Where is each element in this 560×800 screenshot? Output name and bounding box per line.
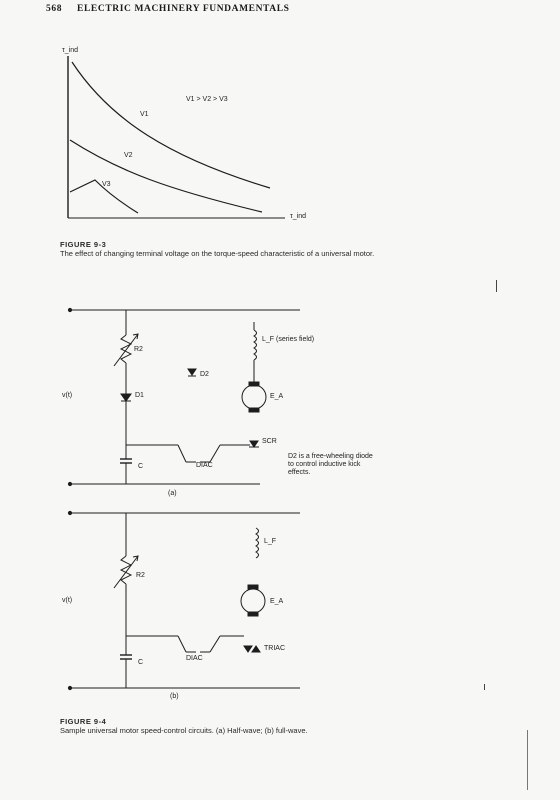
y-axis-label: τ_ind — [62, 47, 78, 54]
series-field-a — [254, 330, 257, 360]
source-label-a: v(t) — [62, 392, 73, 399]
figure-9-3-number: FIGURE 9-3 — [60, 240, 107, 249]
running-head-title: ELECTRIC MACHINERY FUNDAMENTALS — [77, 4, 290, 14]
triac-symbol — [244, 646, 252, 652]
freewheel-diode-d2 — [188, 369, 196, 375]
curve-label-v3: V3 — [102, 181, 111, 188]
armature-label-a: E_A — [270, 393, 284, 400]
figure-9-4-caption — [60, 717, 480, 735]
scan-dot — [484, 684, 485, 690]
figure-9-3-caption — [60, 240, 480, 258]
variable-resistor-b — [121, 556, 131, 584]
freewheel-note: D2 is a free-wheeling diode to control inductive kick effects. — [288, 453, 373, 476]
diode-label-d2: D2 — [200, 371, 209, 378]
series-field-label-b: L_F — [264, 538, 277, 545]
speed-control-circuits — [0, 290, 560, 730]
subfig-label-b: (b) — [170, 693, 179, 700]
armature-a — [242, 385, 266, 409]
figure-9-3-text: The effect of changing terminal voltage on the torque-speed characteristic of a universal motor. — [60, 249, 375, 258]
torque-speed-figure — [0, 0, 560, 240]
subfig-label-a: (a) — [168, 490, 177, 497]
thyristor-label: SCR — [262, 438, 277, 445]
series-field-b — [256, 528, 259, 558]
figure-9-4-text: Sample universal motor speed-control circuits. (a) Half-wave; (b) full-wave. — [60, 726, 308, 735]
resistor-label-a: R2 — [134, 346, 143, 353]
curve-label-v2: V2 — [124, 152, 133, 159]
page-number: 568 — [46, 4, 63, 14]
capacitor-label-a: C — [138, 463, 144, 470]
diac-label-a: DIAC — [196, 462, 213, 469]
series-field-label-a: L_F (series field) — [262, 336, 315, 343]
armature-b — [241, 589, 265, 613]
x-axis-label: τ_ind — [290, 213, 306, 220]
scr-symbol — [250, 441, 258, 447]
diode-label-d1: D1 — [135, 392, 144, 399]
variable-resistor-a — [121, 335, 131, 363]
diode-d1 — [121, 394, 131, 401]
figure-9-4-number: FIGURE 9-4 — [60, 717, 107, 726]
curve-v1 — [72, 62, 270, 188]
curve-label-v1: V1 — [140, 111, 149, 118]
capacitor-label-b: C — [138, 659, 144, 666]
resistor-label-b: R2 — [136, 572, 145, 579]
scan-mark — [496, 280, 497, 292]
scan-edge-mark — [527, 730, 528, 790]
voltage-relation: V1 > V2 > V3 — [186, 96, 228, 103]
source-label-b: v(t) — [62, 597, 73, 604]
armature-label-b: E_A — [270, 598, 284, 605]
diac-label-b: DIAC — [186, 655, 203, 662]
triac-label: TRIAC — [264, 645, 285, 652]
